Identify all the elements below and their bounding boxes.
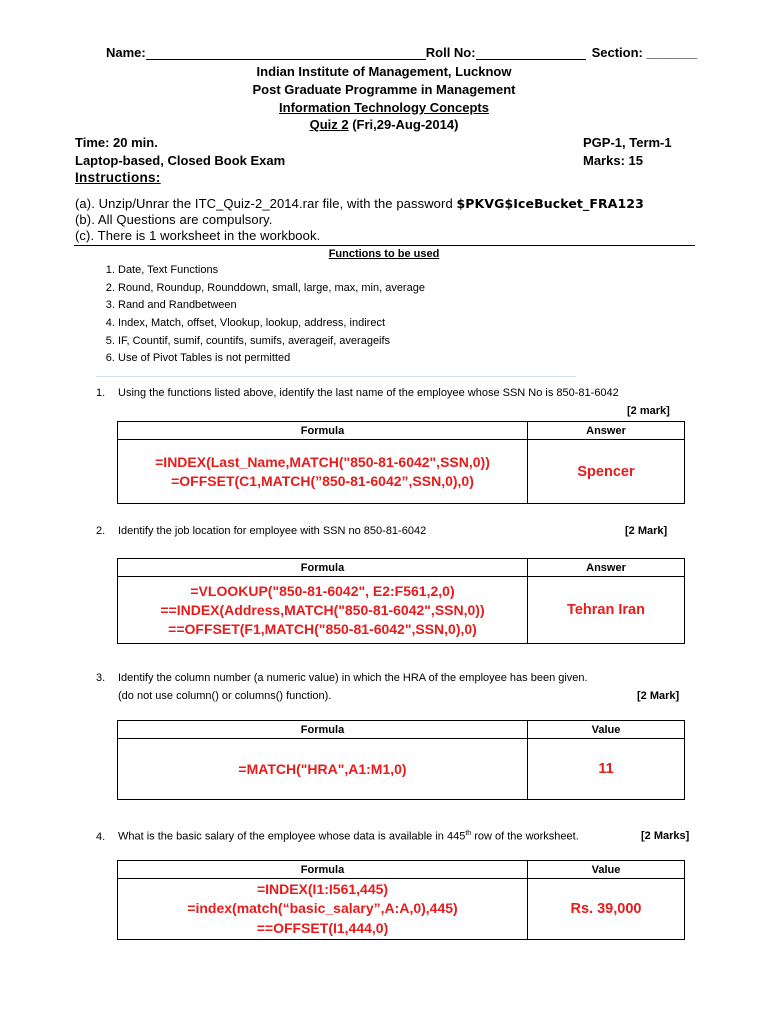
formula-line: ==OFFSET(F1,MATCH("850-81-6042",SSN,0),0) [168,620,477,637]
password: $PKVG$IceBucket_FRA123 [456,196,644,211]
question-3 [96,672,588,684]
question-text-note: (do not use column() or columns() function). [118,690,332,702]
question-sup: th [465,830,472,837]
formula-cell [118,739,528,800]
quiz-date: (Fri,29-Aug-2014) [348,117,459,132]
formula-line: =OFFSET(C1,MATCH(”850-81-6042”,SSN,0),0) [171,472,474,489]
value-cell: Rs. 39,000 [528,879,685,940]
formula-line: =INDEX(Last_Name,MATCH("850-81-6042",SSN,0)) [155,453,490,470]
answer-header: Answer [528,559,685,577]
instruction-a [75,196,644,211]
question-4-marks: [2 Marks] [641,830,690,842]
instruction-c: (c). There is 1 worksheet in the workbook. [75,228,321,243]
list-item: 1. Date, Text Functions [118,262,425,280]
quiz-label: Quiz 2 [309,117,349,132]
name-row [106,44,697,60]
formula-header: Formula [118,861,528,879]
question-text-a: What is the basic salary of the employee whose data is available in 445 [118,830,466,843]
programme-name: Post Graduate Programme in Management [252,82,516,97]
formula-header: Formula [118,721,528,739]
instructions-title: Instructions: [75,170,161,185]
divider [74,245,695,246]
formula-header: Formula [118,422,528,440]
formula-line: ==INDEX(Address,MATCH("850-81-6042",SSN,0)) [160,601,485,618]
institute-name: Indian Institute of Management, Lucknow [256,64,512,79]
answer-cell: Tehran Iran [528,577,685,644]
formula-line: =INDEX(I1:I561,445) [256,880,389,897]
question-3-marks: [2 Mark] [637,690,680,702]
question-number: 3. [96,672,106,684]
formula-line: =MATCH("HRA",A1:M1,0) [238,760,407,777]
value-header: Value [528,721,685,739]
formula-header: Formula [118,559,528,577]
question-number: 4. [96,830,106,843]
functions-list [96,262,425,368]
question-text: Using the functions listed above, identify the last name of the employee whose SSN No is 850-81-6042 [118,387,619,399]
list-item: 2. Round, Roundup, Rounddown, small, large, max, min, average [118,280,425,298]
list-item: 4. Index, Match, offset, Vlookup, lookup, address, indirect [118,315,425,333]
section-blank: _______ [646,45,698,60]
list-item: 3. Rand and Randbetween [118,297,425,315]
question-1-marks: [2 mark] [627,405,670,417]
course-name: Information Technology Concepts [279,100,489,115]
formula-cell [118,440,528,504]
formula-line: ==OFFSET(I1,444,0) [256,919,389,936]
value-header: Value [528,861,685,879]
value-cell: 11 [528,739,685,800]
functions-title: Functions to be used [328,248,440,260]
quiz-title [0,117,768,132]
question-4 [96,830,579,843]
question-text: Identify the column number (a numeric value) in which the HRA of the employee has been given. [118,672,588,684]
question-3-table [117,720,685,800]
roll-label: Roll No: [425,45,476,60]
answer-cell: Spencer [528,440,685,504]
list-item: 6. Use of Pivot Tables is not permitted [118,350,425,368]
list-item: 5. IF, Countif, sumif, countifs, sumifs, averageif, averageifs [118,333,425,351]
question-text: Identify the job location for employee with SSN no 850-81-6042 [118,525,427,537]
term-info: PGP-1, Term-1 [583,135,672,150]
time-limit: Time: 20 min. [75,135,158,150]
total-marks: Marks: 15 [583,153,643,168]
question-4-table [117,860,685,940]
question-2-marks: [2 Mark] [625,525,668,537]
instruction-a-text: (a). Unzip/Unrar the ITC_Quiz-2_2014.rar file, with the password [75,196,457,211]
exam-type: Laptop-based, Closed Book Exam [75,153,286,168]
formula-line: =VLOOKUP("850-81-6042", E2:F561,2,0) [190,582,455,599]
answer-header: Answer [528,422,685,440]
question-1-table [117,421,685,504]
question-number: 2. [96,525,106,537]
formula-line: =index(match(“basic_salary”,A:A,0),445) [187,900,458,917]
name-blank[interactable] [146,44,426,60]
formula-cell [118,577,528,644]
question-3-note [96,690,331,702]
question-2 [96,525,426,537]
name-label: Name: [106,45,146,60]
question-number: 1. [96,387,106,399]
formula-cell [118,879,528,940]
question-2-table [117,558,685,644]
question-1 [96,387,619,399]
question-text-b: row of the worksheet. [471,830,579,843]
roll-blank[interactable] [476,44,586,60]
faint-separator [96,376,576,377]
section-label: Section: [591,45,643,60]
instruction-b: (b). All Questions are compulsory. [75,212,273,227]
